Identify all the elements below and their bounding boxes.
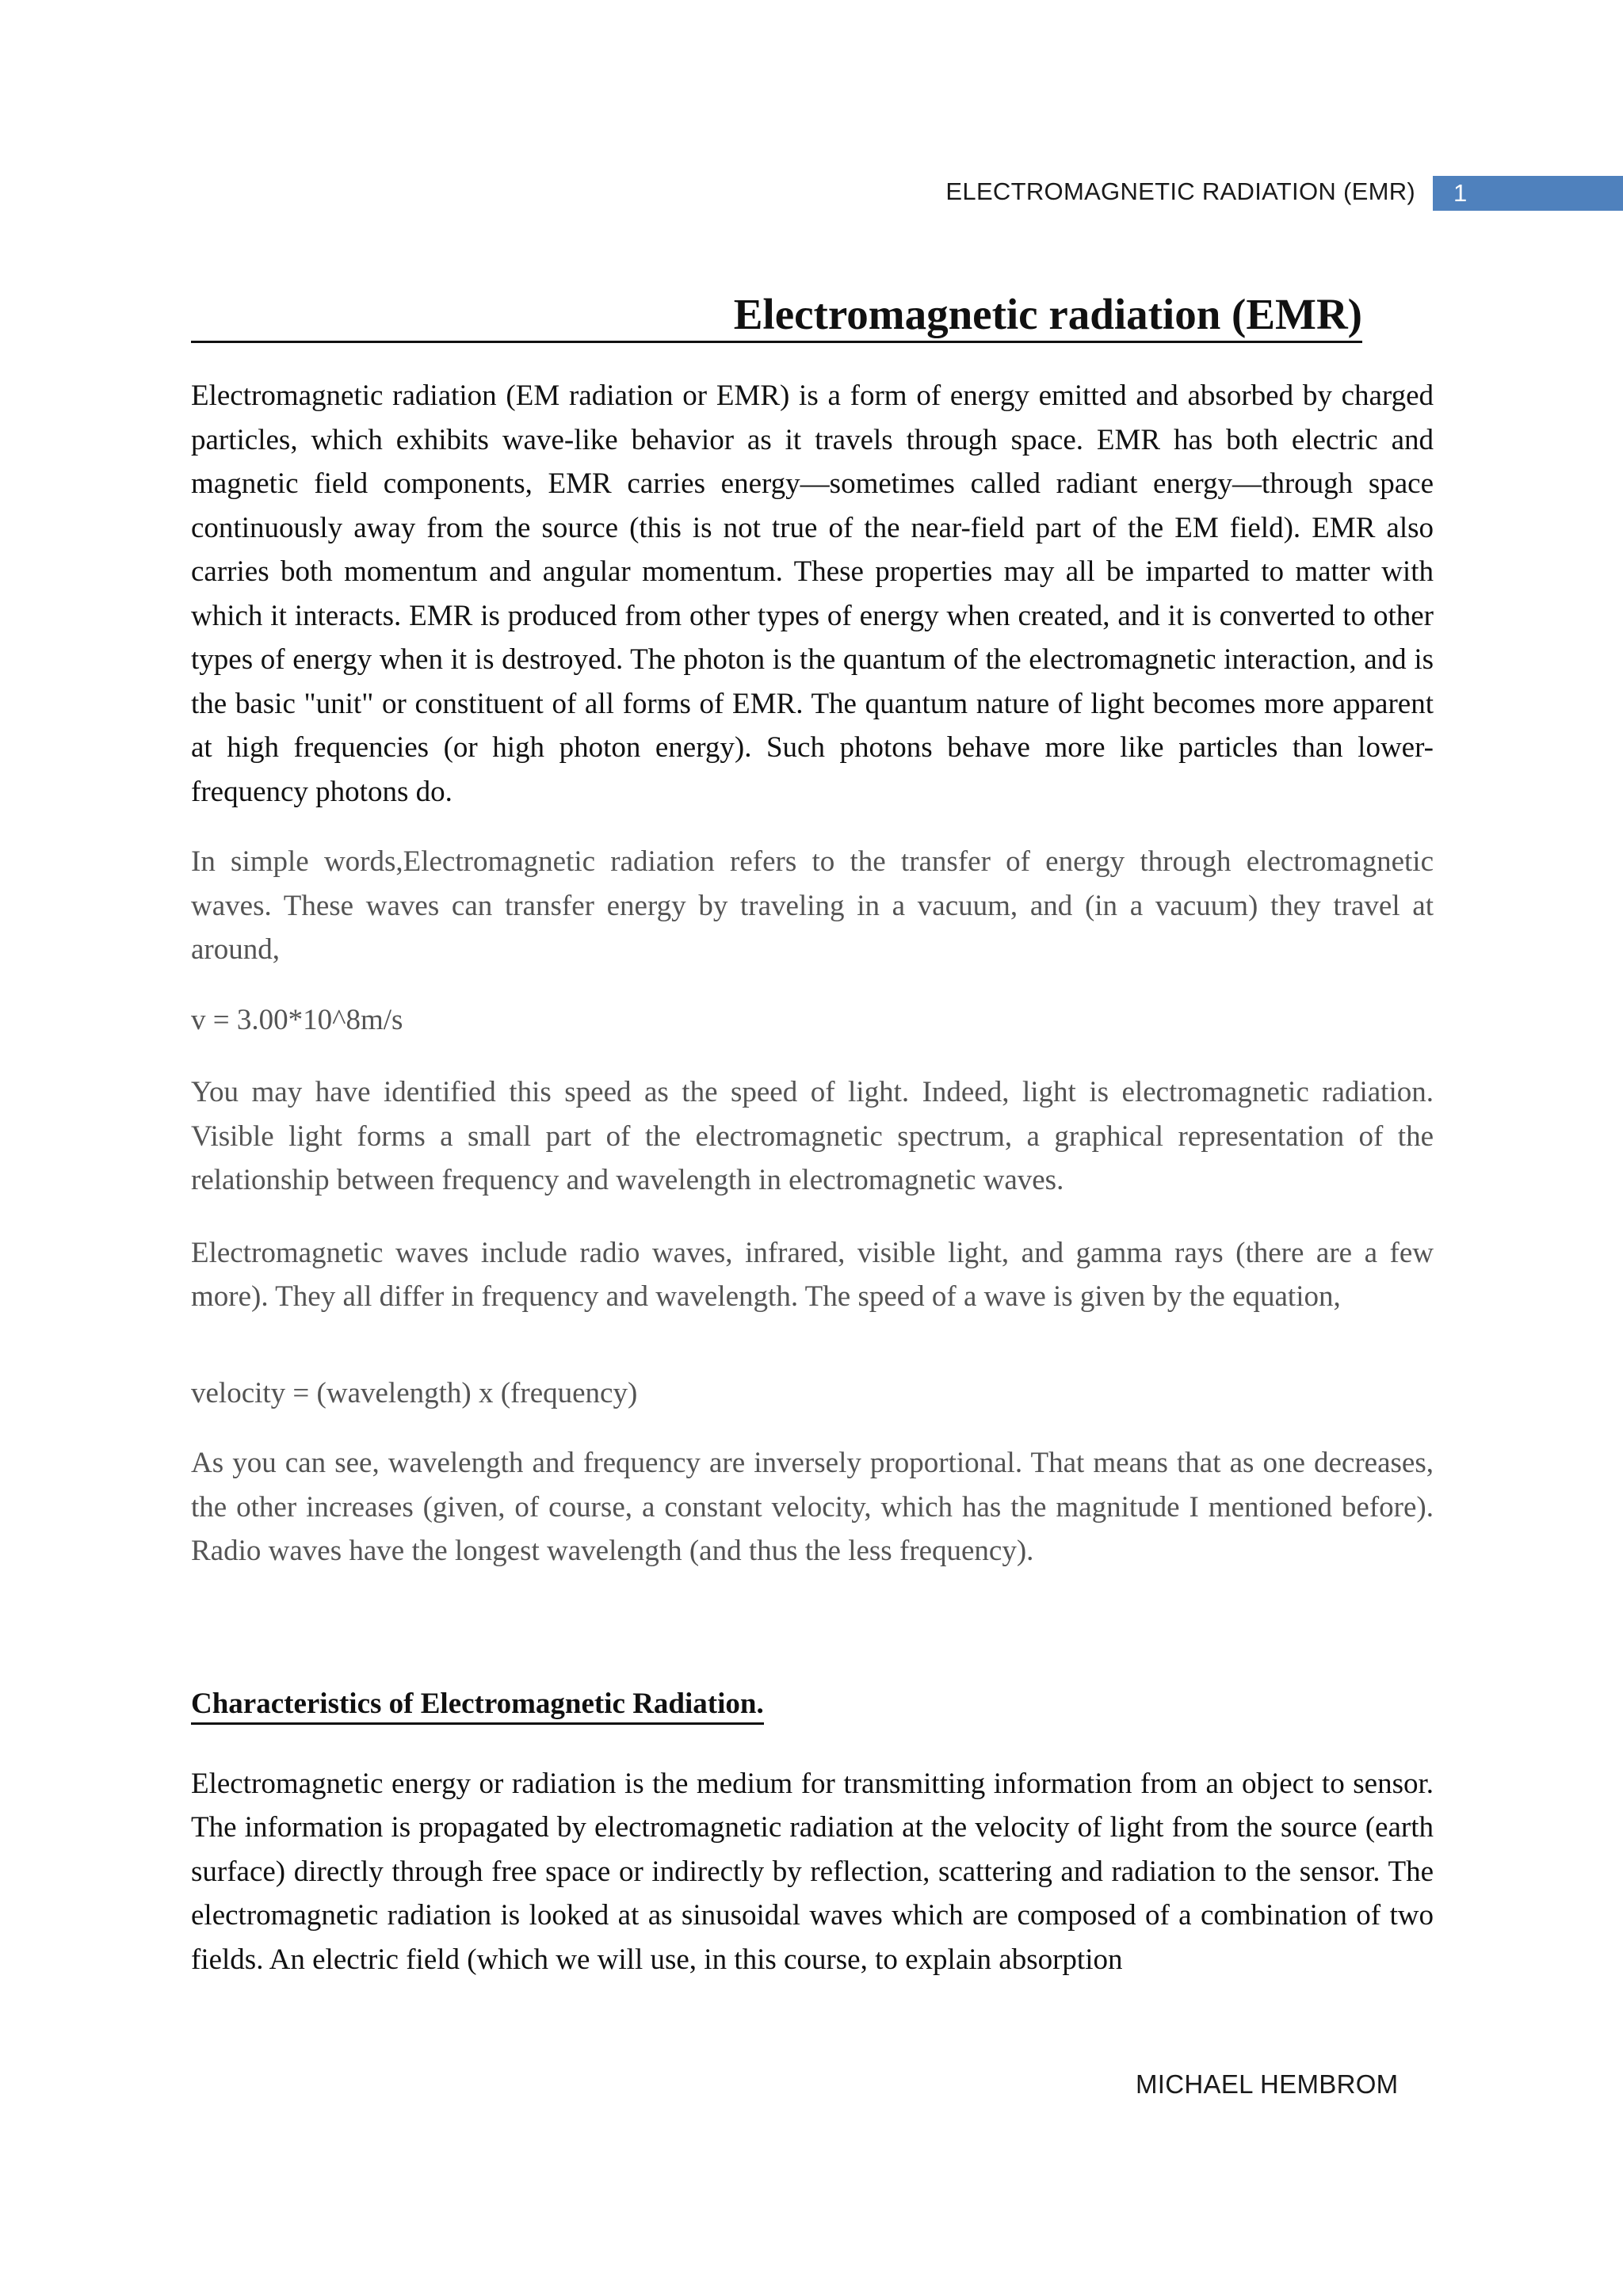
speed-of-light-paragraph: You may have identified this speed as the speed of light. Indeed, light is electromagnetic radiation. Visible light forms a small part of the electromagnetic spectrum, a graphical representation of the relationship between frequency and wavelength in electromagnetic waves. <box>191 1076 1434 1196</box>
section-body-paragraph: Electromagnetic energy or radiation is the medium for transmitting information from an object to sensor. The information is propagated by electromagnetic radiation at the velocity of light from the source (earth surface) directly through free space or indirectly by reflection, scattering and radiation to the sensor. The electromagnetic radiation is looked at as sinusoidal waves which are composed of a combination of two fields. An electric field (which we will use, in this course, to explain absorption <box>191 1767 1434 1976</box>
section-heading: Characteristics of Electromagnetic Radiation. <box>191 1686 764 1725</box>
document-body <box>191 374 1434 1981</box>
intro-paragraph: Electromagnetic radiation (EM radiation or EMR) is a form of energy emitted and absorbed by charged particles, which exhibits wave-like behavior as it travels through space. EMR has both electric and magnetic field components, EMR carries energy—sometimes called radiant energy—through space continuously away from the source (this is not true of the near-field part of the EM field). EMR also carries both momentum and angular momentum. These properties may all be imparted to matter with which it interacts. EMR is produced from other types of energy when created, and it is converted to other types of energy when it is destroyed. The photon is the quantum of the electromagnetic interaction, and is the basic "unit" or constituent of all forms of EMR. The quantum nature of light becomes more apparent at high frequencies (or high photon energy). Such photons behave more like particles than lower-frequency photons do. <box>191 379 1434 808</box>
inverse-proportion-paragraph: As you can see, wavelength and frequency are inversely proportional. That means that as one decreases, the other increases (given, of course, a constant velocity, which has the magnitude I mentioned before). Radio waves have the longest wavelength (and thus the less frequency). <box>191 1447 1434 1567</box>
footer-author: MICHAEL HEMBROM <box>1136 2069 1399 2099</box>
page-number-bar <box>1433 176 1623 211</box>
wave-types-paragraph: Electromagnetic waves include radio waves, infrared, visible light, and gamma rays (there are a few more). They all differ in frequency and wavelength. The speed of a wave is given by the equation, <box>191 1236 1434 1313</box>
simple-words-paragraph: In simple words,Electromagnetic radiation refers to the transfer of energy through electromagnetic waves. These waves can transfer energy by traveling in a vacuum, and (in a vacuum) they travel at around, <box>191 845 1434 966</box>
speed-equation: v = 3.00*10^8m/s <box>191 1003 403 1036</box>
document-title: Electromagnetic radiation (EMR) <box>733 290 1362 338</box>
document-title-rule <box>191 287 1362 343</box>
velocity-equation: velocity = (wavelength) x (frequency) <box>191 1376 638 1409</box>
page-header <box>0 176 1623 211</box>
running-header-title: ELECTROMAGNETIC RADIATION (EMR) <box>945 177 1415 205</box>
page-number: 1 <box>1453 179 1468 207</box>
